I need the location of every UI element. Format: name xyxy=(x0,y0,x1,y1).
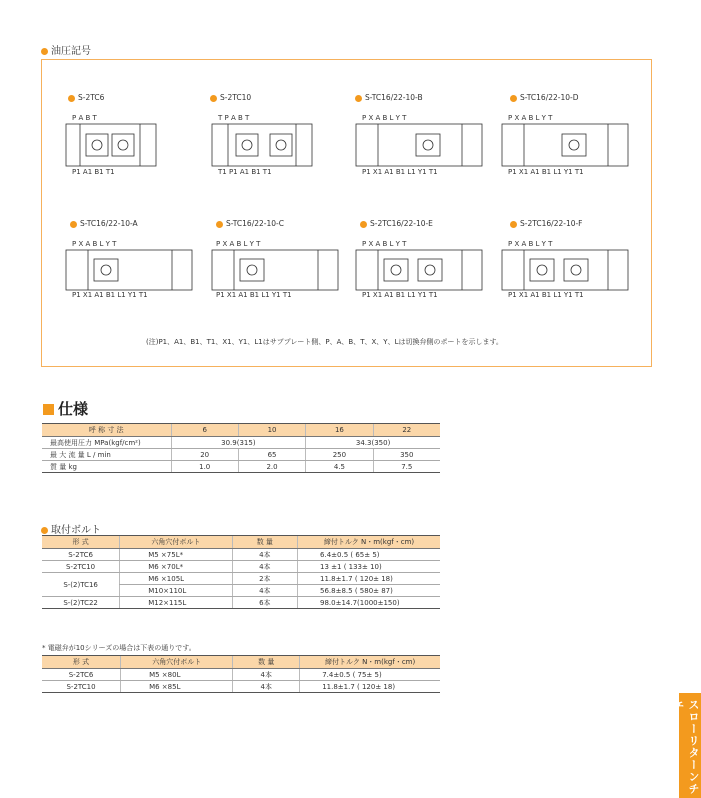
table-row: S-2TC6 M5 ×75L* 4本 6.4±0.5 ( 65± 5) xyxy=(42,549,440,561)
symbol-label: S-2TC6 xyxy=(68,93,104,102)
table-row: S-2TC10 M6 ×70L* 4本 13 ±1 ( 133± 10) xyxy=(42,561,440,573)
square-bullet-icon xyxy=(43,404,54,415)
ports-top: P X A B L Y T xyxy=(72,240,117,248)
symbol-diagram-s-tc-b xyxy=(356,124,482,166)
table-row: S-2TC10 M6 ×85L 4本 11.8±1.7 ( 120± 18) xyxy=(42,681,440,693)
section-hydraulic-title: 油圧記号 xyxy=(51,46,91,57)
table-header-row: 形 式 六角穴付ボルト 数 量 締付トルク N・m(kgf・cm) xyxy=(42,536,440,549)
symbol-label: S-TC16/22-10-D xyxy=(510,93,579,102)
bolts-table-10series xyxy=(42,655,440,693)
symbol-label: S-2TC16/22-10-F xyxy=(510,219,583,228)
table-row: M10×110L 4本 56.8±8.5 ( 580± 87) xyxy=(42,585,440,597)
symbol-diagram-s-2tc6 xyxy=(66,124,156,166)
ports-bottom: P1 X1 A1 B1 L1 Y1 T1 xyxy=(362,168,438,176)
ports-bottom: T1 P1 A1 B1 T1 xyxy=(218,168,272,176)
spec-table xyxy=(42,423,440,473)
bolts-footnote: * 電磁弁が10シリーズの場合は下表の通りです。 xyxy=(42,644,196,652)
symbol-diagram-s-2tc-f xyxy=(502,250,628,290)
spec-title: 仕様 xyxy=(58,400,89,418)
ports-top: P X A B L Y T xyxy=(508,240,553,248)
ports-bottom: P1 X1 A1 B1 L1 Y1 T1 xyxy=(72,291,148,299)
table-row: 最 大 流 量 L / min 20 65 250 350 xyxy=(42,449,440,461)
ports-bottom: P1 X1 A1 B1 L1 Y1 T1 xyxy=(362,291,438,299)
bullet-icon xyxy=(41,527,48,534)
ports-bottom: P1 A1 B1 T1 xyxy=(72,168,115,176)
symbol-label: S-TC16/22-10-B xyxy=(355,93,423,102)
ports-top: P X A B L Y T xyxy=(362,114,407,122)
symbol-diagram-s-2tc-e xyxy=(356,250,482,290)
ports-top: P X A B L Y T xyxy=(216,240,261,248)
symbol-label: S-TC16/22-10-A xyxy=(70,219,138,228)
ports-top: P X A B L Y T xyxy=(362,240,407,248)
symbol-diagram-s-2tc10 xyxy=(212,124,312,166)
bolts-header xyxy=(41,521,101,536)
ports-bottom: P1 X1 A1 B1 L1 Y1 T1 xyxy=(508,291,584,299)
table-row: 最高使用圧力 MPa(kgf/cm²) 30.9(315) 34.3(350) xyxy=(42,437,440,449)
table-header-row: 形 式 六角穴付ボルト 数 量 締付トルク N・m(kgf・cm) xyxy=(42,656,440,669)
table-row: S-(2)TC16 M6 ×105L 2本 11.8±1.7 ( 120± 18) xyxy=(42,573,440,585)
table-header-row: 呼 称 寸 法 6 10 16 22 xyxy=(42,424,440,437)
ports-top: T P A B T xyxy=(218,114,250,122)
table-row: S-(2)TC22 M12×115L 6本 98.0±14.7(1000±150) xyxy=(42,597,440,609)
ports-bottom: P1 X1 A1 B1 L1 Y1 T1 xyxy=(508,168,584,176)
bolts-table xyxy=(42,535,440,609)
ports-note: (注)P1、A1、B1、T1、X1、Y1、L1はサブプレート側、P、A、B、T、X、Y、Lは切換弁側のポートを示します。 xyxy=(146,338,503,346)
symbol-diagram-s-tc-d xyxy=(502,124,628,166)
ports-bottom: P1 X1 A1 B1 L1 Y1 T1 xyxy=(216,291,292,299)
bolts-title: 取付ボルト xyxy=(51,525,101,536)
symbol-diagram-s-tc-c xyxy=(212,250,338,290)
symbol-label: S-2TC16/22-10-E xyxy=(360,219,433,228)
ports-top: P X A B L Y T xyxy=(508,114,553,122)
table-row: 質 量 kg 1.0 2.0 4.5 7.5 xyxy=(42,461,440,473)
symbol-label: S-2TC10 xyxy=(210,93,251,102)
symbol-label: S-TC16/22-10-C xyxy=(216,219,284,228)
table-row: S-2TC6 M5 ×80L 4本 7.4±0.5 ( 75± 5) xyxy=(42,669,440,681)
ports-top: P A B T xyxy=(72,114,97,122)
spec-header xyxy=(43,398,88,419)
side-index-tab: スローリターンチェ xyxy=(679,693,701,798)
symbol-diagram-s-tc-a xyxy=(66,250,192,290)
